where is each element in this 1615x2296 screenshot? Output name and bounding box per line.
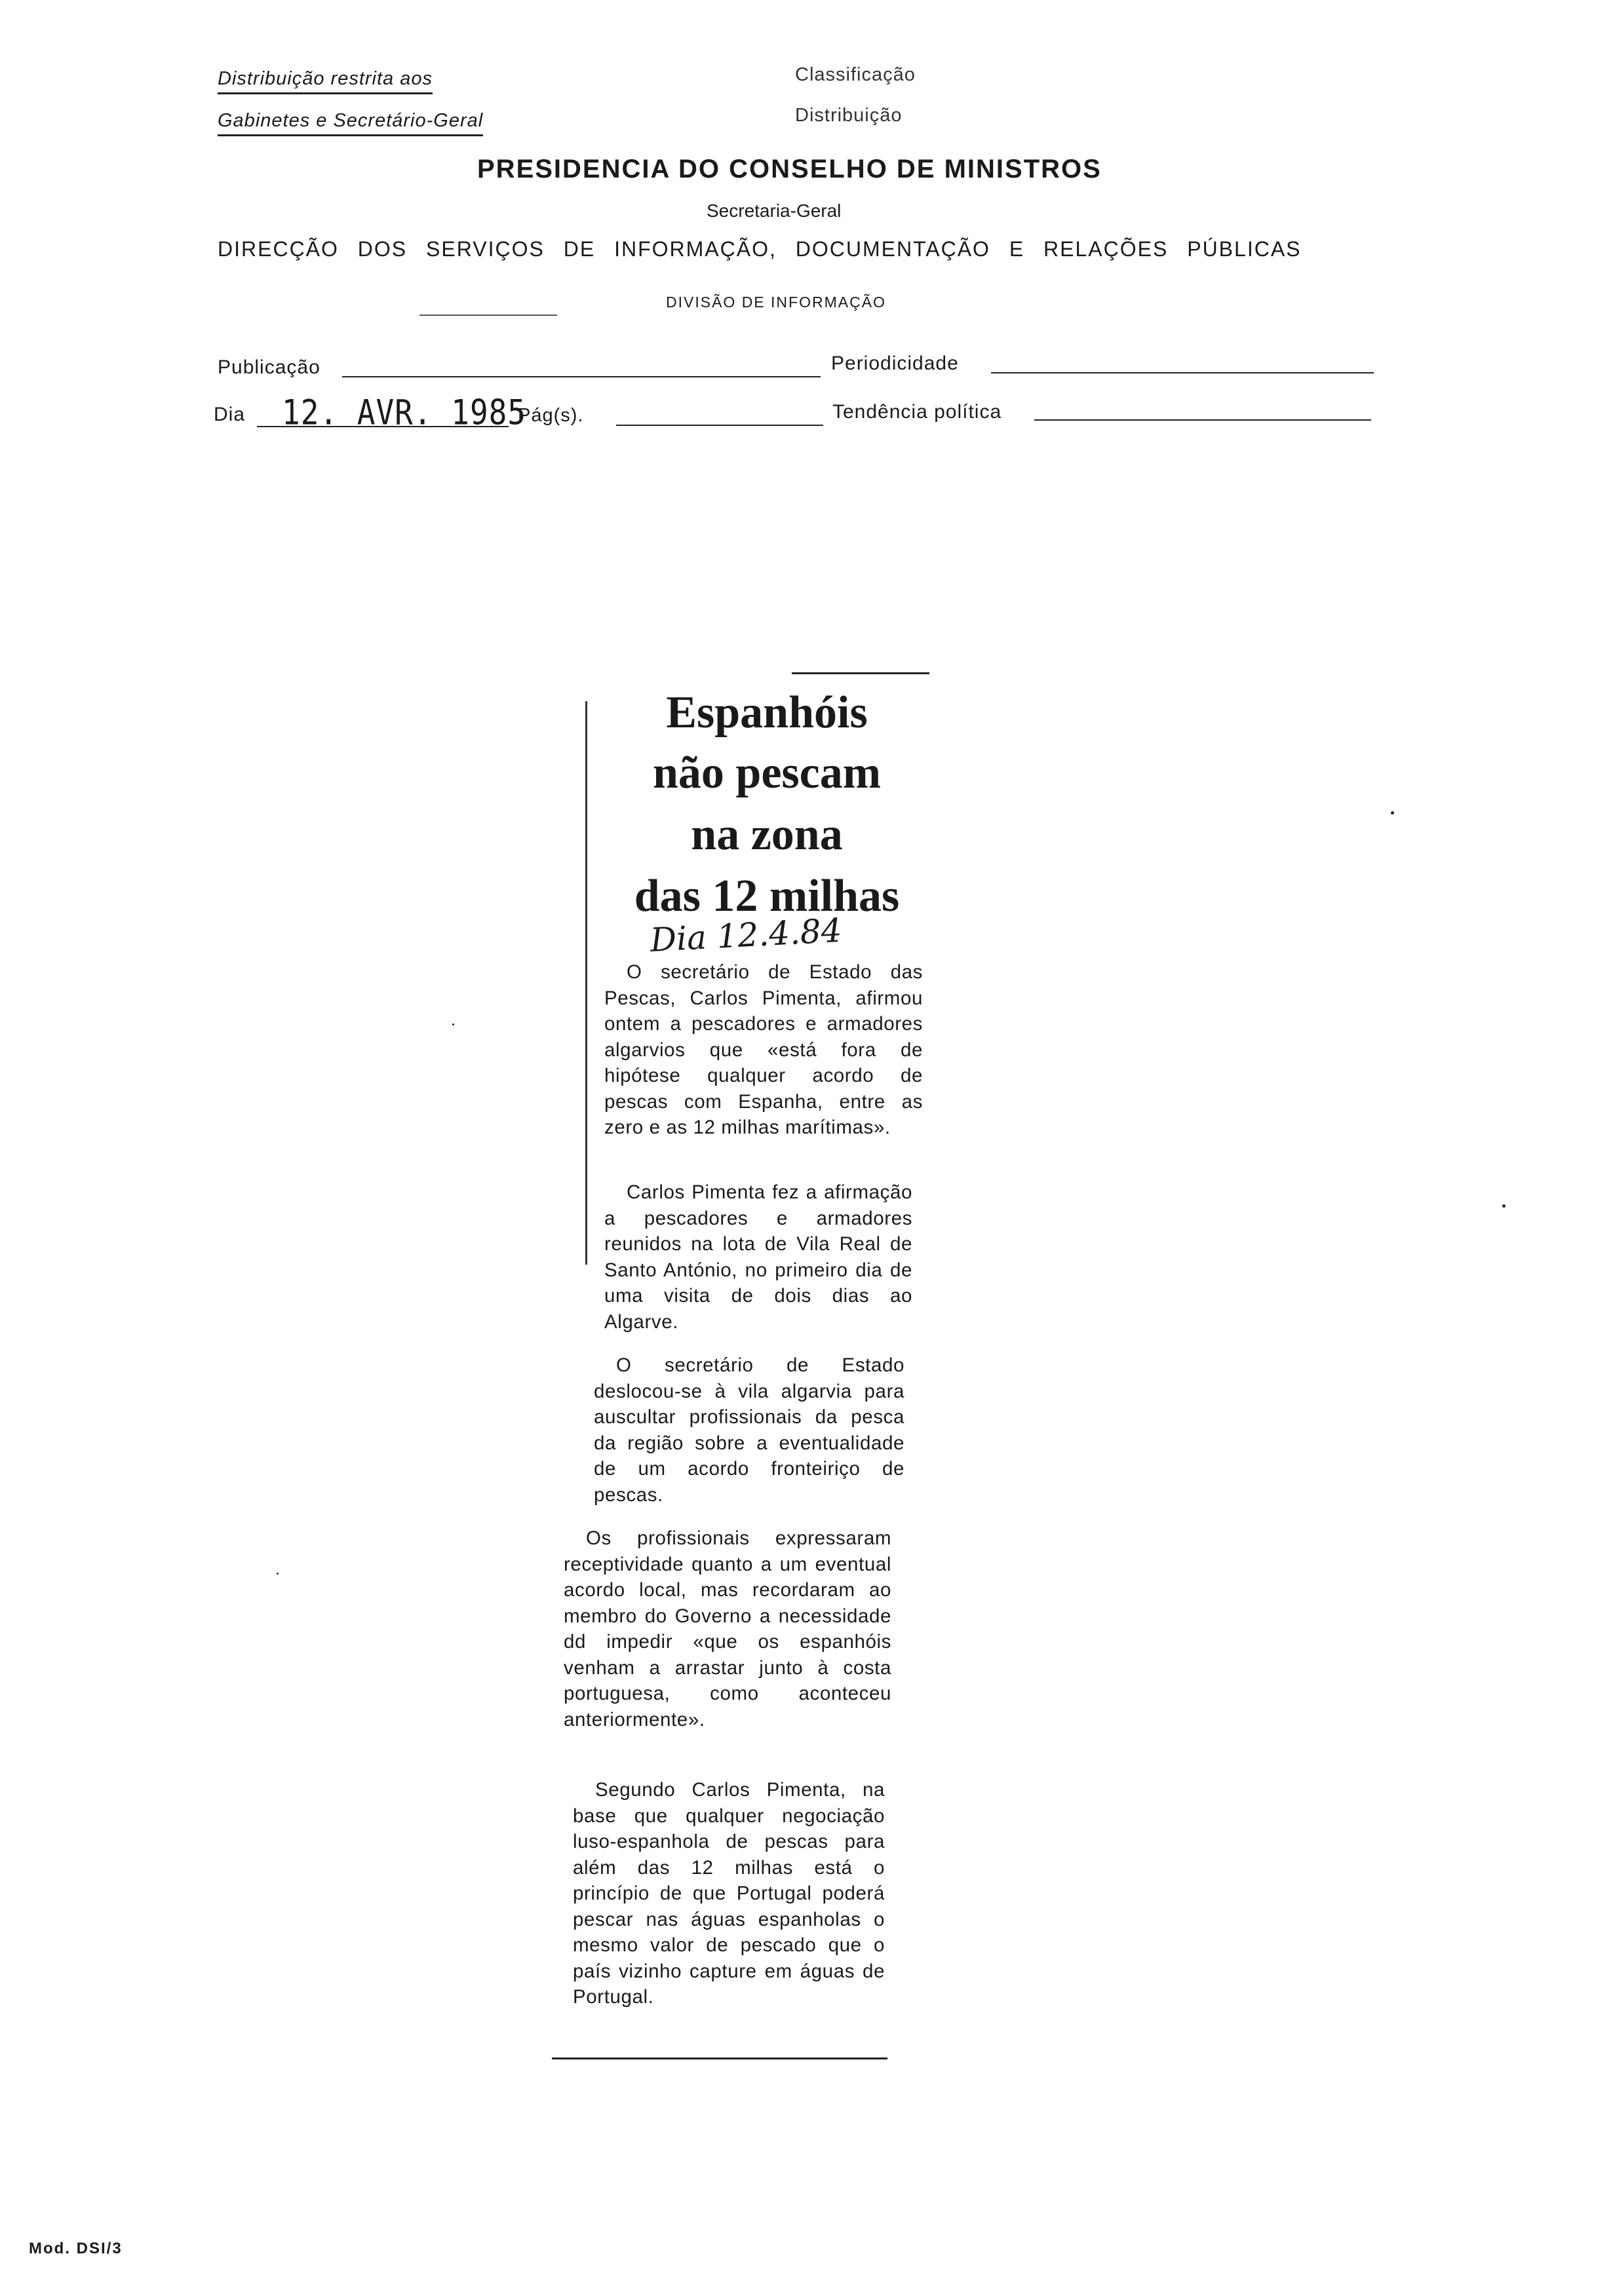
scan-speck	[1502, 1204, 1506, 1208]
scan-speck	[452, 1024, 454, 1025]
article-paragraph-3: O secretário de Estado deslocou-se à vila algarvia para auscultar profissionais da pesca da região sobre a eventualidade de um acordo fronteiriço de pescas.	[594, 1354, 905, 1506]
periodicidade-label: Periodicidade	[831, 353, 959, 374]
article-paragraph-1: O secretário de Estado das Pescas, Carlos Pimenta, afirmou ontem a pescadores e armadores algarvios que «está fora de hipótese qualquer acordo de pescas com Espanha, entre as zero e as 12 milhas marítimas».	[604, 961, 923, 1138]
publicacao-label: Publicação	[218, 356, 321, 378]
headline-line1: Espanhóis	[666, 687, 868, 738]
pags-field	[616, 425, 823, 426]
publicacao-field	[342, 376, 821, 377]
direccao-servicos: DIRECÇÃO DOS SERVIÇOS DE INFORMAÇÃO, DOCUMENTAÇÃO E RELAÇÕES PÚBLICAS	[218, 237, 1302, 261]
article-paragraph-5: Segundo Carlos Pimenta, na base que qualquer negociação luso-espanhola de pescas para além das 12 milhas está o princípio de que Portugal poderá pescar nas águas espanholas o mesmo valor de pescado que o país vizinho capture em águas de Portugal.	[573, 1779, 885, 2008]
headline-line4: das 12 milhas	[634, 871, 900, 921]
restricted-distribution-line1: Distribuição restrita aos	[218, 68, 433, 94]
headline-line3: na zona	[691, 809, 843, 860]
classificacao-label: Classificação	[795, 64, 916, 85]
periodicidade-field	[991, 372, 1374, 373]
stamp-mark	[419, 315, 557, 316]
clipping-left-rule	[585, 701, 587, 1265]
divisao-informacao: DIVISÃO DE INFORMAÇÃO	[666, 294, 886, 311]
form-code: Mod. DSI/3	[29, 2240, 123, 2257]
headline-line2: não pescam	[652, 748, 882, 798]
institution-title: PRESIDENCIA DO CONSELHO DE MINISTROS	[477, 155, 1102, 183]
dia-label: Dia	[214, 404, 246, 425]
restricted-distribution-line2: Gabinetes e Secretário-Geral	[218, 110, 483, 136]
scan-speck	[277, 1573, 279, 1575]
article-paragraph-4: Os profissionais expressaram receptividade quanto a um eventual acordo local, mas recordaram ao membro do Governo a necessidade dd impedir «que os espanhóis venham a arrastar junto à costa portuguesa, como aconteceu anteriormente».	[564, 1527, 891, 1731]
date-stamp: 12. AVR. 1985	[282, 392, 527, 433]
pags-label: Pág(s).	[518, 405, 584, 426]
secretaria-geral: Secretaria-Geral	[707, 201, 842, 221]
distribuicao-label: Distribuição	[795, 105, 903, 126]
clipping-bottom-rule	[552, 2057, 887, 2059]
clipping-top-rule	[792, 672, 929, 674]
scan-speck	[1391, 811, 1394, 814]
handwritten-date-note: Dia 12.4.84	[649, 911, 843, 959]
tendencia-field	[1034, 419, 1371, 421]
tendencia-label: Tendência política	[832, 401, 1002, 423]
article-paragraph-2: Carlos Pimenta fez a afirmação a pescadores e armadores reunidos na lota de Vila Real de Santo António, no primeiro dia de uma visita de dois dias ao Algarve.	[604, 1181, 912, 1333]
